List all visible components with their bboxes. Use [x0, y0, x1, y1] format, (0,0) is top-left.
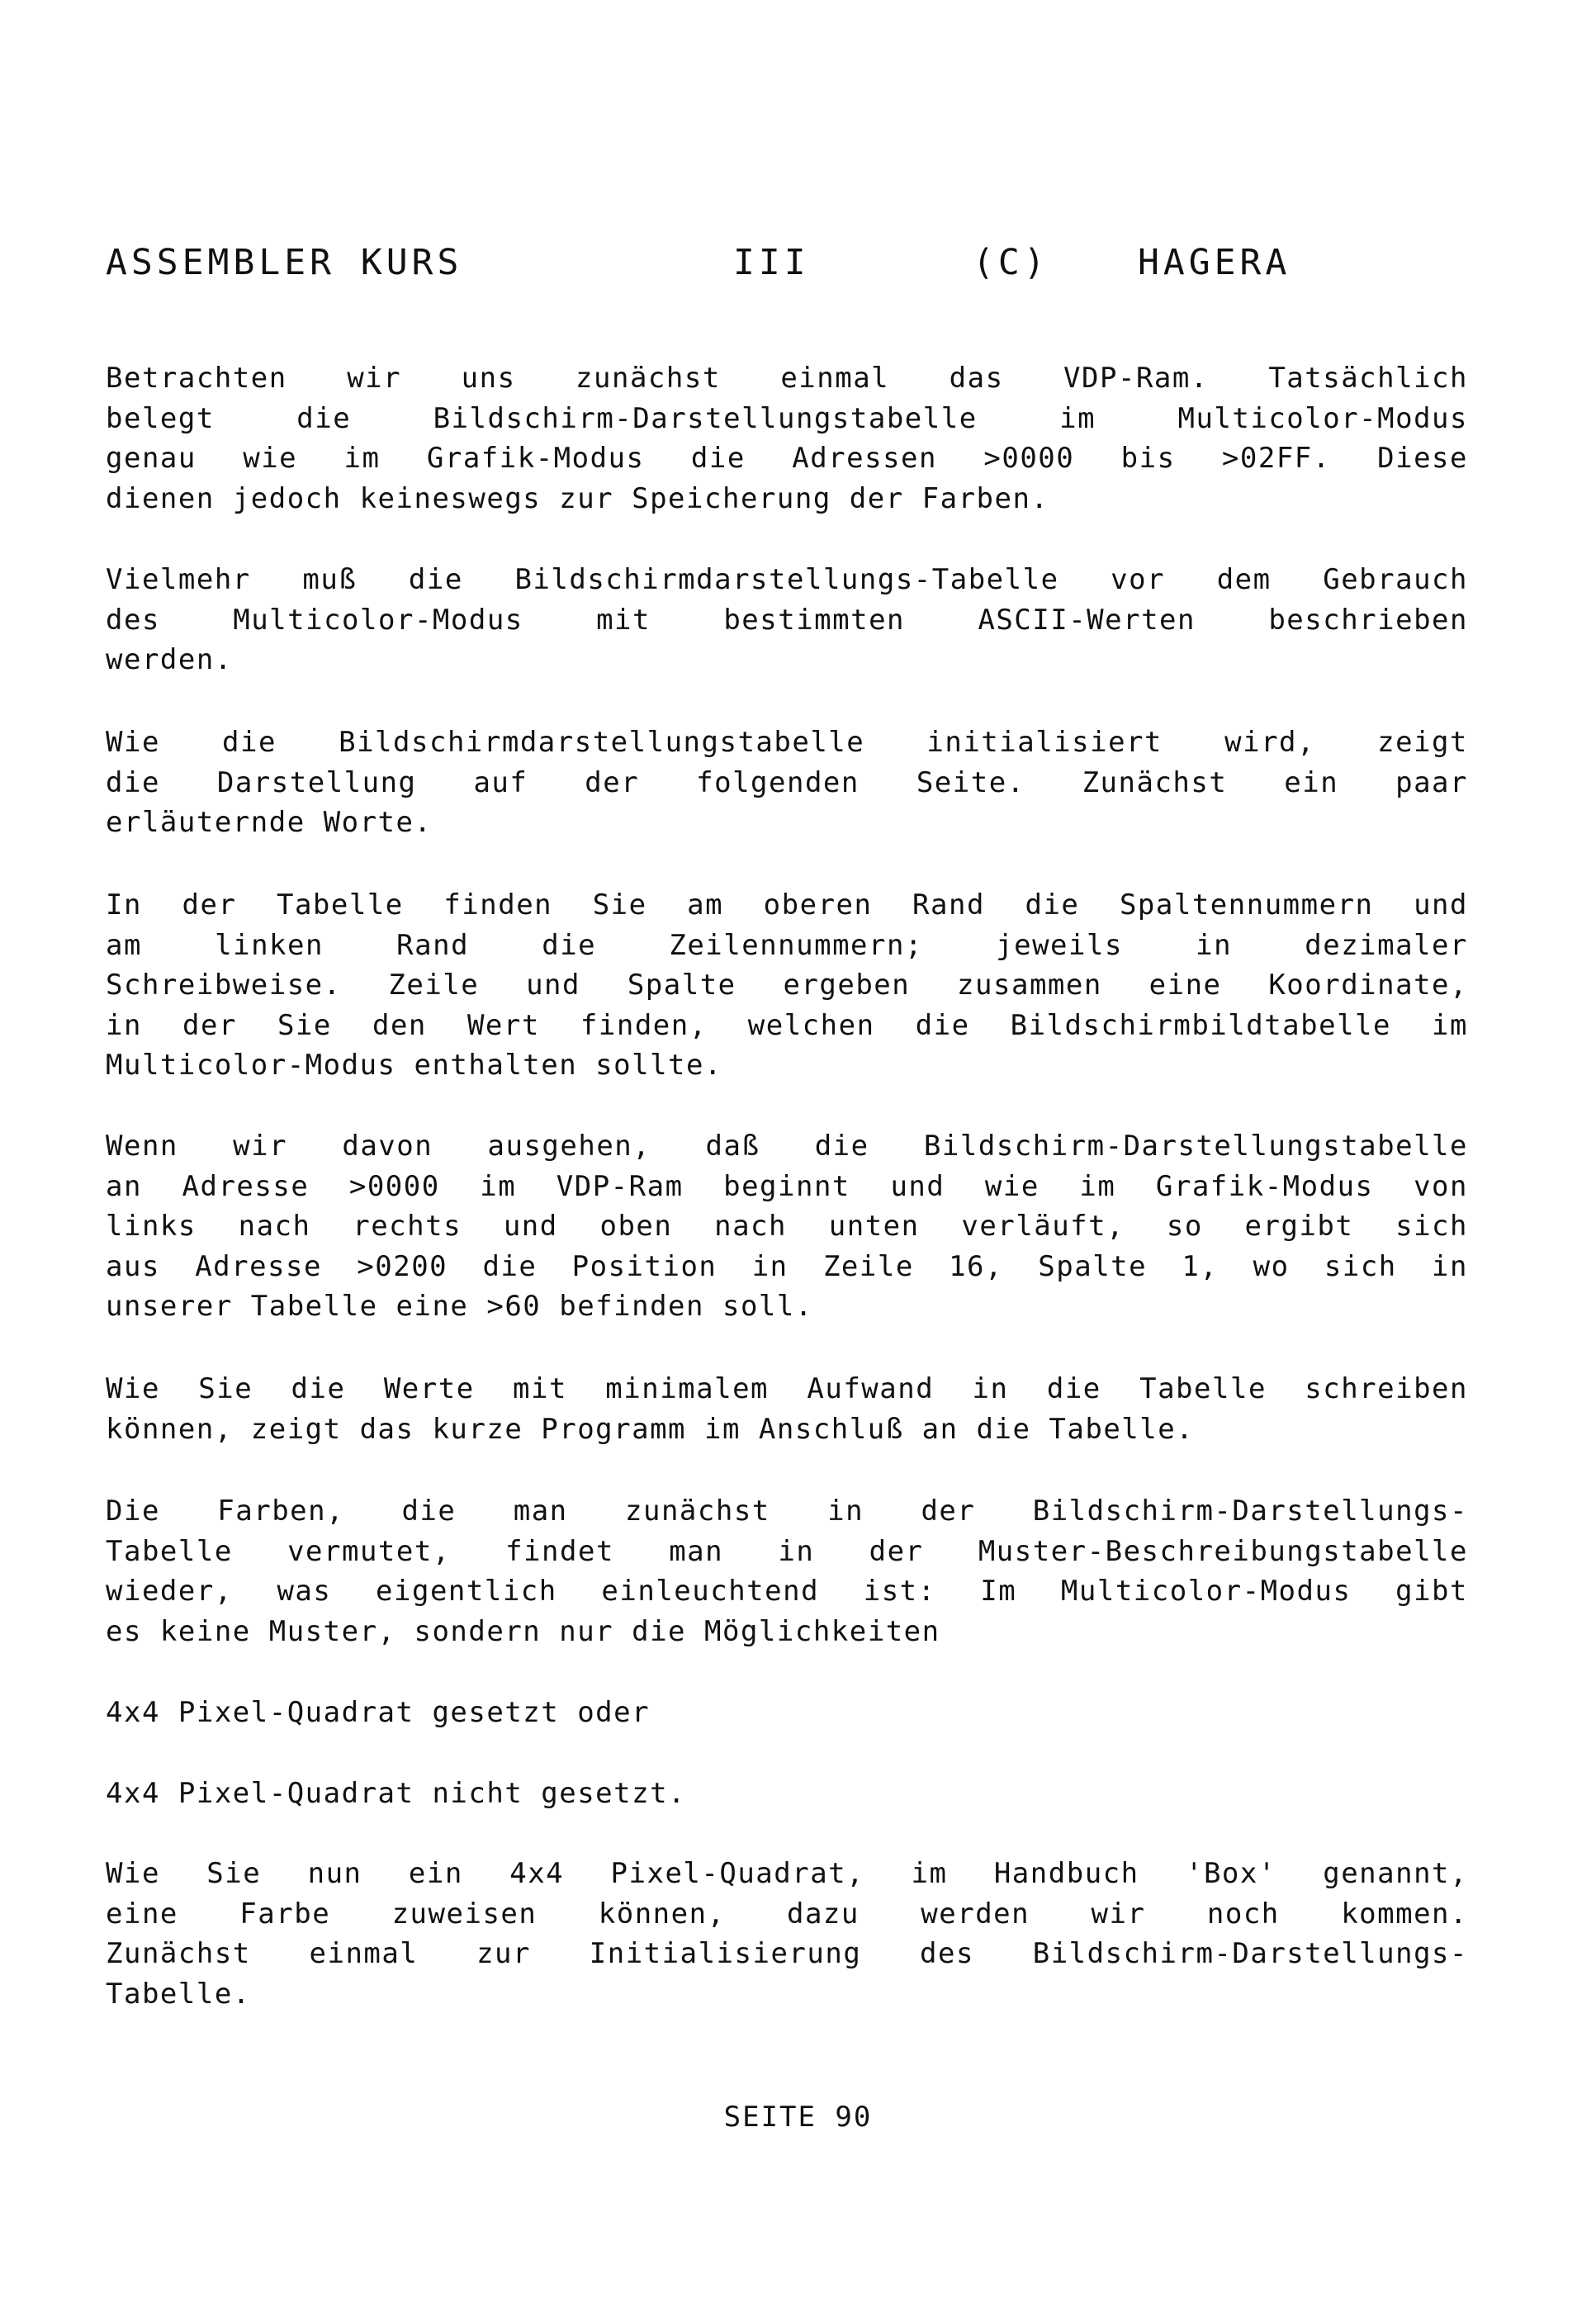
text-line: Wie die Bildschirmdarstellungstabelle initialisiert wird, zeigt [106, 726, 1468, 759]
header-author: HAGERA [1138, 242, 1291, 283]
text-line: die Darstellung auf der folgenden Seite. Zunächst ein paar [106, 765, 1468, 799]
paragraph-3 [106, 722, 1468, 843]
text-line: Tabelle. [106, 1977, 251, 2011]
header-roman-numeral: III [733, 242, 810, 283]
paragraph-7 [106, 1491, 1468, 1651]
paragraph-9 [106, 1774, 1468, 1814]
paragraph-2 [106, 560, 1468, 680]
text-line: Tabelle vermutet, findet man in der Muster-Beschreibungstabelle [106, 1534, 1468, 1568]
paragraph-4 [106, 885, 1468, 1086]
header-title: ASSEMBLER KURS [106, 242, 463, 283]
paragraph-5 [106, 1126, 1468, 1327]
text-line: Wie Sie die Werte mit minimalem Aufwand in die Tabelle schreiben [106, 1372, 1468, 1405]
text-line: des Multicolor-Modus mit bestimmten ASCII-Werten beschrieben [106, 603, 1468, 637]
text-line: 4x4 Pixel-Quadrat nicht gesetzt. [106, 1777, 687, 1810]
page-number: SEITE 90 [723, 2101, 873, 2134]
text-line: genau wie im Grafik-Modus die Adressen >0000 bis >02FF. Diese [106, 442, 1468, 476]
text-line: links nach rechts und oben nach unten verläuft, so ergibt sich [106, 1210, 1468, 1244]
text-line: In der Tabelle finden Sie am oberen Rand die Spaltennummern und [106, 888, 1468, 921]
text-line: an Adresse >0000 im VDP-Ram beginnt und wie im Grafik-Modus von [106, 1169, 1468, 1203]
text-line: eine Farbe zuweisen können, dazu werden wir noch kommen. [106, 1897, 1468, 1931]
text-line: aus Adresse >0200 die Position in Zeile 16, Spalte 1, wo sich in [106, 1249, 1468, 1283]
text-line: werden. [106, 643, 233, 677]
text-line: es keine Muster, sondern nur die Möglichkeiten [106, 1614, 940, 1648]
paragraph-8 [106, 1693, 1468, 1733]
text-line: Betrachten wir uns zunächst einmal das VDP-Ram. Tatsächlich [106, 362, 1468, 395]
text-line: Vielmehr muß die Bildschirmdarstellungs-Tabelle vor dem Gebrauch [106, 563, 1468, 596]
text-line: können, zeigt das kurze Programm im Anschluß an die Tabelle. [106, 1412, 1195, 1446]
text-line: belegt die Bildschirm-Darstellungstabelle im Multicolor-Modus [106, 401, 1468, 435]
text-line: wieder, was eigentlich einleuchtend ist: Im Multicolor-Modus gibt [106, 1575, 1468, 1608]
paragraph-10 [106, 1854, 1468, 2014]
text-line: 4x4 Pixel-Quadrat gesetzt oder [106, 1696, 651, 1729]
text-line: dienen jedoch keineswegs zur Speicherung der Farben. [106, 481, 1049, 515]
header-copyright: (C) [973, 242, 1049, 283]
text-line: unserer Tabelle eine >60 befinden soll. [106, 1290, 813, 1324]
text-line: Zunächst einmal zur Initialisierung des Bildschirm-Darstellungs- [106, 1937, 1468, 1971]
paragraph-1 [106, 358, 1468, 519]
text-line: Wenn wir davon ausgehen, daß die Bildschirm-Darstellungstabelle [106, 1130, 1468, 1163]
text-line: am linken Rand die Zeilennummern; jeweils in dezimaler [106, 928, 1468, 962]
text-line: erläuternde Worte. [106, 806, 433, 840]
text-line: Schreibweise. Zeile und Spalte ergeben zusammen eine Koordinate, [106, 969, 1468, 1002]
text-line: in der Sie den Wert finden, welchen die Bildschirmbildtabelle im [106, 1008, 1468, 1042]
paragraph-6 [106, 1369, 1468, 1449]
text-line: Multicolor-Modus enthalten sollte. [106, 1049, 722, 1083]
text-line: Wie Sie nun ein 4x4 Pixel-Quadrat, im Handbuch 'Box' genannt, [106, 1857, 1468, 1890]
text-line: Die Farben, die man zunächst in der Bildschirm-Darstellungs- [106, 1495, 1468, 1528]
page-header [106, 238, 1394, 287]
